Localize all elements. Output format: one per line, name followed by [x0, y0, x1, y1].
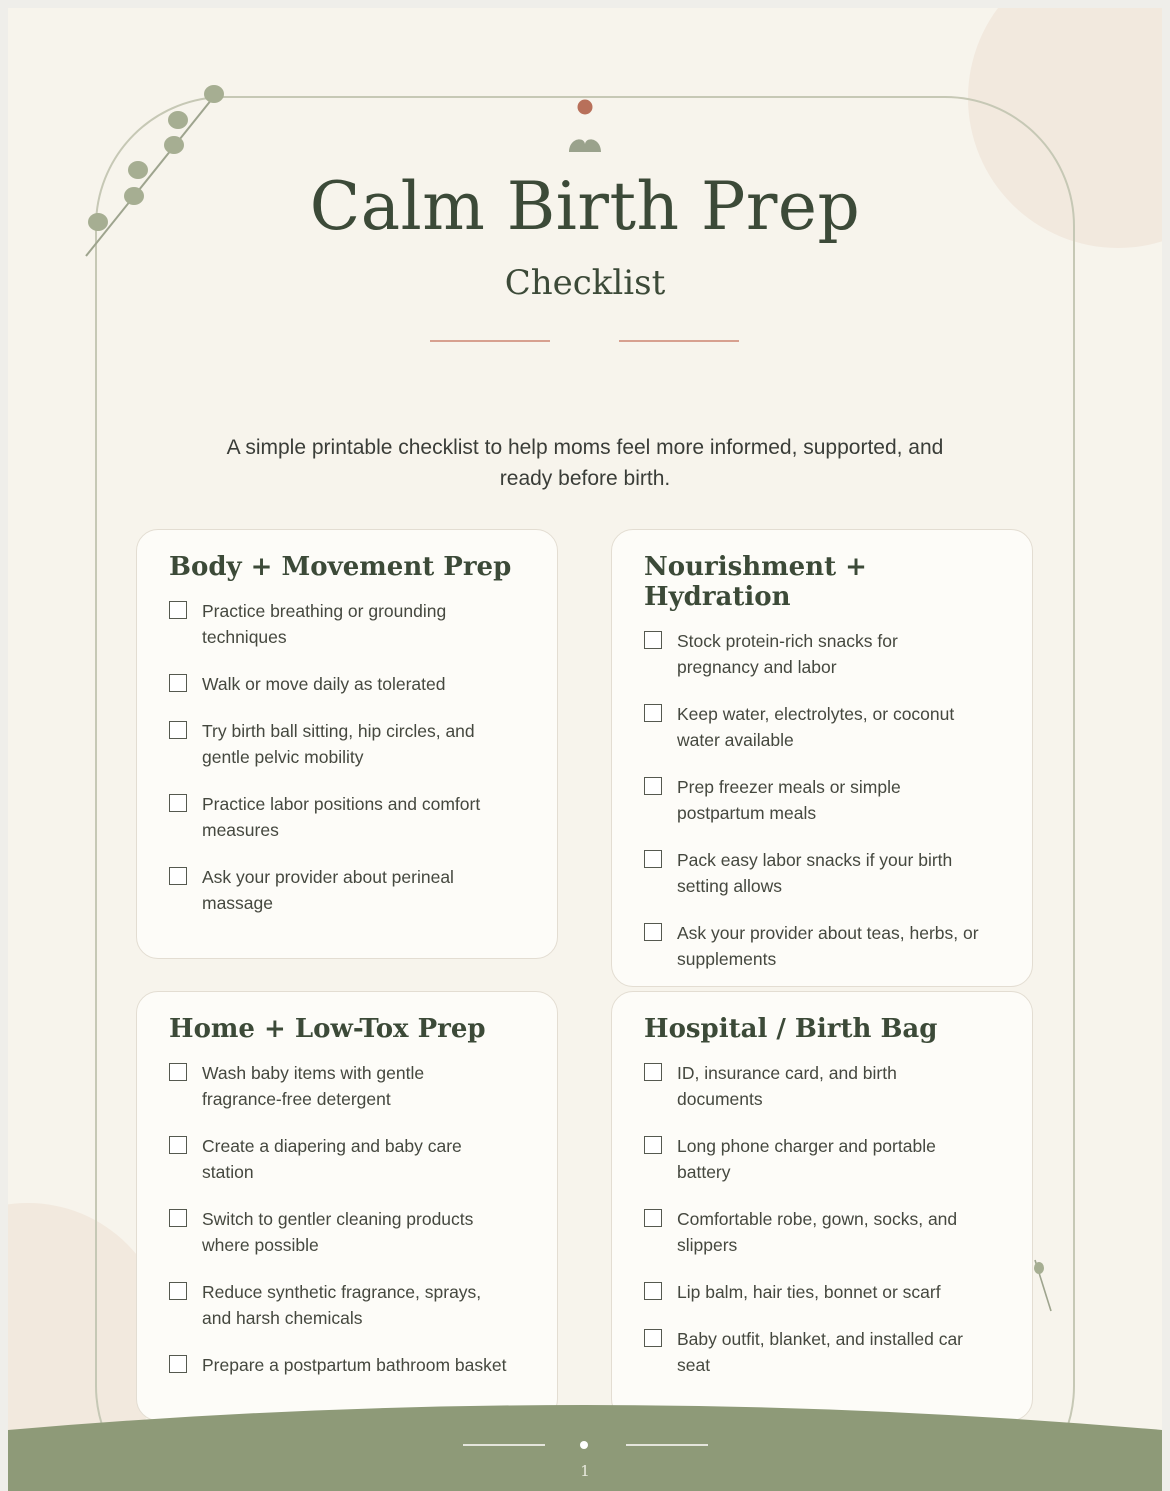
title-divider-left: [430, 340, 550, 342]
checklist-item-label: Stock protein-rich snacks for pregnancy and labor: [677, 631, 898, 677]
checklist-item[interactable]: [644, 1279, 1002, 1305]
checklist-item-label: Reduce synthetic fragrance, sprays, and harsh chemicals: [202, 1282, 482, 1328]
footer-dash-right: [626, 1444, 708, 1446]
checklist-item-label: Pack easy labor snacks if your birth setting allows: [677, 850, 953, 896]
checklist: [644, 628, 1002, 972]
checklist-item[interactable]: [169, 1060, 527, 1112]
checkbox[interactable]: [644, 1209, 662, 1227]
section-card-home-low-tox: [136, 991, 558, 1421]
checkbox[interactable]: [169, 1209, 187, 1227]
checklist-item[interactable]: [169, 1206, 527, 1258]
checkbox[interactable]: [169, 1136, 187, 1154]
checklist-item[interactable]: [644, 1060, 1002, 1112]
section-card-hospital-birth-bag: [611, 991, 1033, 1421]
checklist-item-label: Try birth ball sitting, hip circles, and gentle pelvic mobility: [202, 721, 475, 767]
checklist-item-label: Keep water, electrolytes, or coconut water available: [677, 704, 955, 750]
checklist-item-label: Long phone charger and portable battery: [677, 1136, 936, 1182]
checklist-item[interactable]: [169, 1133, 527, 1185]
checklist-item[interactable]: [644, 1133, 1002, 1185]
section-card-nourishment-hydration: [611, 529, 1033, 987]
checkbox[interactable]: [169, 721, 187, 739]
bump-ornament-icon: [564, 98, 606, 158]
intro-text: A simple printable checklist to help moms feel more informed, supported, and ready before birth.: [226, 436, 944, 490]
checkbox[interactable]: [644, 1329, 662, 1347]
checklist-item-label: Ask your provider about perineal massage: [202, 867, 454, 913]
checklist-item[interactable]: [644, 628, 1002, 680]
checklist-item[interactable]: [169, 671, 527, 697]
checklist-item[interactable]: [644, 701, 1002, 753]
checklist: [169, 598, 527, 916]
checklist-item[interactable]: [644, 1326, 1002, 1378]
page-subtitle: Checklist: [504, 263, 666, 303]
checklist-item[interactable]: [169, 864, 527, 916]
section-title: Hospital / Birth Bag: [644, 1014, 938, 1044]
checklist-item-label: Lip balm, hair ties, bonnet or scarf: [677, 1282, 941, 1302]
checklist-item-label: Practice breathing or grounding techniques: [202, 601, 447, 647]
checklist-item[interactable]: [644, 847, 1002, 899]
checklist: [644, 1060, 1002, 1378]
page-number: 1: [580, 1462, 590, 1480]
checklist-item-label: Prepare a postpartum bathroom basket: [202, 1355, 507, 1375]
checklist-item-label: ID, insurance card, and birth documents: [677, 1063, 897, 1109]
checkbox[interactable]: [644, 777, 662, 795]
checklist-item-label: Ask your provider about teas, herbs, or supplements: [677, 923, 979, 969]
checklist-item-label: Create a diapering and baby care station: [202, 1136, 462, 1182]
checkbox[interactable]: [644, 850, 662, 868]
checklist-item[interactable]: [644, 1206, 1002, 1258]
checkbox[interactable]: [169, 674, 187, 692]
title-divider-right: [619, 340, 739, 342]
checklist-item[interactable]: [644, 920, 1002, 972]
checklist-item-label: Comfortable robe, gown, socks, and slippers: [677, 1209, 958, 1255]
checkbox[interactable]: [644, 704, 662, 722]
checkbox[interactable]: [644, 1063, 662, 1081]
footer-dash-left: [463, 1444, 545, 1446]
section-title: Home + Low-Tox Prep: [169, 1014, 486, 1044]
section-title: Body + Movement Prep: [169, 552, 512, 582]
checkbox[interactable]: [169, 867, 187, 885]
checkbox[interactable]: [644, 631, 662, 649]
checklist-item-label: Baby outfit, blanket, and installed car seat: [677, 1329, 964, 1375]
checklist-item[interactable]: [169, 718, 527, 770]
checkbox[interactable]: [169, 1063, 187, 1081]
checklist-item-label: Switch to gentler cleaning products where possible: [202, 1209, 474, 1255]
checkbox[interactable]: [644, 1136, 662, 1154]
section-card-body-movement: [136, 529, 558, 959]
checklist: [169, 1060, 527, 1378]
checklist-item-label: Wash baby items with gentle fragrance-free detergent: [202, 1063, 425, 1109]
checklist-item-label: Practice labor positions and comfort measures: [202, 794, 481, 840]
section-title: Nourishment + Hydration: [644, 552, 867, 612]
checklist-item[interactable]: [644, 774, 1002, 826]
checklist-item[interactable]: [169, 1352, 527, 1378]
checklist-item[interactable]: [169, 791, 527, 843]
checklist-item[interactable]: [169, 598, 527, 650]
checkbox[interactable]: [644, 923, 662, 941]
page-title: Calm Birth Prep: [309, 168, 861, 245]
checkbox[interactable]: [169, 601, 187, 619]
footer-dot: [580, 1441, 588, 1449]
checkbox[interactable]: [169, 1282, 187, 1300]
checkbox[interactable]: [644, 1282, 662, 1300]
checklist-item-label: Walk or move daily as tolerated: [202, 674, 446, 694]
checklist-page: [8, 8, 1162, 1491]
checkbox[interactable]: [169, 1355, 187, 1373]
checklist-item-label: Prep freezer meals or simple postpartum meals: [677, 777, 901, 823]
checkbox[interactable]: [169, 794, 187, 812]
checklist-item[interactable]: [169, 1279, 527, 1331]
